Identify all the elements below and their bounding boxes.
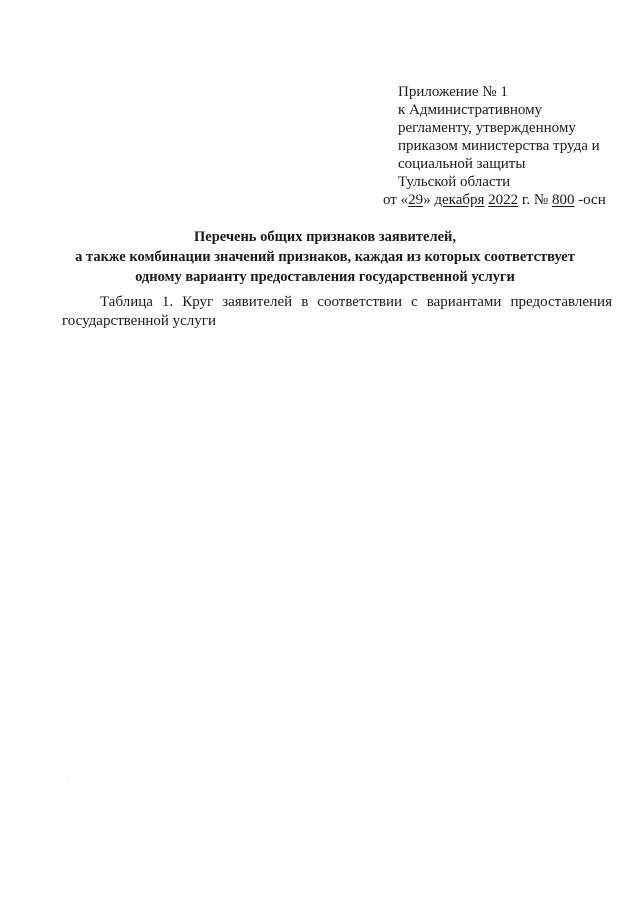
order-year: 2022	[488, 192, 519, 208]
appendix-line: к Административному	[398, 102, 543, 118]
appendix-line: регламенту, утвержденному	[398, 120, 576, 136]
document-title	[40, 227, 610, 287]
scan-speck	[67, 777, 68, 778]
order-number: 800	[551, 192, 575, 208]
order-suffix: -осн	[574, 192, 606, 208]
date-prefix: от «	[383, 192, 409, 208]
title-line: а также комбинации значений признаков, каждая из которых соответствует	[75, 249, 575, 265]
appendix-line: социальной защиты	[398, 156, 526, 172]
appendix-line: приказом министерства труда и	[398, 138, 600, 154]
appendix-line: Приложение № 1	[398, 84, 508, 100]
order-date-line	[383, 191, 628, 209]
appendix-block	[383, 83, 628, 209]
appendix-line: Тульской области	[398, 174, 511, 190]
date-separator: »	[423, 192, 435, 208]
title-line: одному варианту предоставления государственной услуги	[135, 269, 515, 285]
order-day: 29	[408, 192, 424, 208]
order-month: декабря	[434, 192, 485, 208]
table-caption: Таблица 1. Круг заявителей в соответствии с вариантами предоставления государственной услуги	[62, 294, 612, 329]
title-line: Перечень общих признаков заявителей,	[193, 229, 456, 245]
date-separator: г. №	[518, 192, 552, 208]
